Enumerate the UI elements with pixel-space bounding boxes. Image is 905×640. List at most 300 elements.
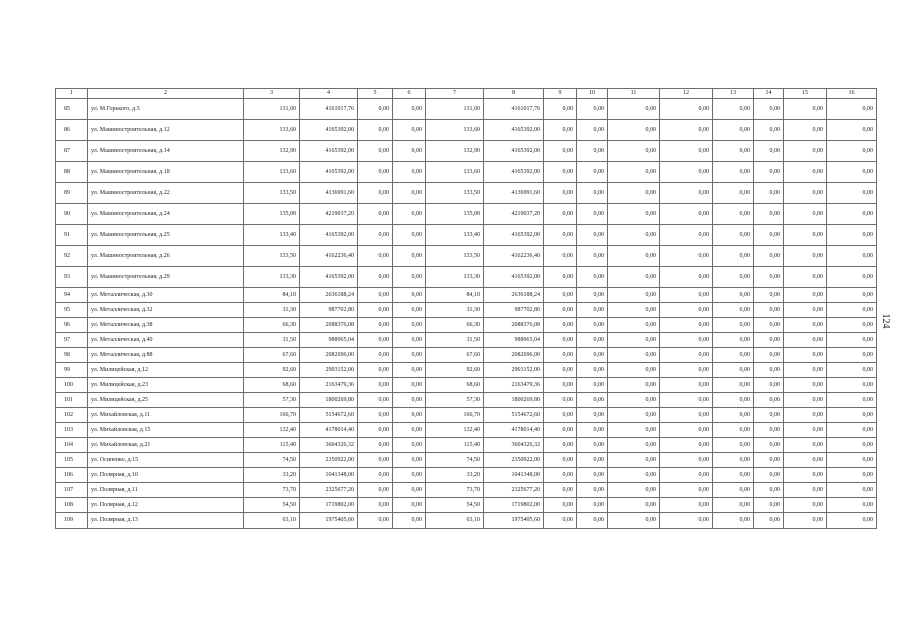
value-cell: 31,30 — [244, 303, 300, 318]
value-cell: 0,00 — [754, 183, 784, 204]
table-row — [56, 141, 877, 162]
table-row — [56, 162, 877, 183]
value-cell: 0,00 — [358, 348, 393, 363]
value-cell: 4165392,00 — [484, 225, 544, 246]
value-cell: 0,00 — [660, 378, 713, 393]
value-cell: 0,00 — [608, 513, 660, 529]
value-cell: 0,00 — [713, 303, 754, 318]
value-cell: 4219037,20 — [300, 204, 358, 225]
value-cell: 63,10 — [426, 513, 484, 529]
row-number-cell: 92 — [56, 246, 88, 267]
value-cell: 0,00 — [754, 438, 784, 453]
value-cell: 84,10 — [426, 288, 484, 303]
value-cell: 73,70 — [244, 483, 300, 498]
value-cell: 2163479,36 — [300, 378, 358, 393]
value-cell: 0,00 — [358, 378, 393, 393]
row-number-cell: 91 — [56, 225, 88, 246]
value-cell: 0,00 — [784, 498, 827, 513]
value-cell: 0,00 — [660, 363, 713, 378]
value-cell: 4178014,40 — [484, 423, 544, 438]
row-number-cell: 96 — [56, 318, 88, 333]
value-cell: 0,00 — [544, 378, 577, 393]
value-cell: 74,50 — [426, 453, 484, 468]
value-cell: 0,00 — [544, 423, 577, 438]
address-cell: ул. Полярная, д.11 — [88, 483, 244, 498]
value-cell: 0,00 — [713, 333, 754, 348]
address-cell: ул. Машиностроительная, д.12 — [88, 120, 244, 141]
value-cell: 0,00 — [544, 333, 577, 348]
value-cell: 0,00 — [608, 162, 660, 183]
value-cell: 0,00 — [660, 318, 713, 333]
value-cell: 0,00 — [754, 204, 784, 225]
value-cell: 0,00 — [577, 303, 608, 318]
column-number-cell: 10 — [577, 89, 608, 99]
value-cell: 0,00 — [784, 438, 827, 453]
value-cell: 0,00 — [660, 438, 713, 453]
value-cell: 0,00 — [660, 267, 713, 288]
value-cell: 0,00 — [544, 483, 577, 498]
value-cell: 133,60 — [244, 120, 300, 141]
value-cell: 0,00 — [827, 378, 877, 393]
value-cell: 0,00 — [393, 453, 426, 468]
value-cell: 0,00 — [577, 513, 608, 529]
value-cell: 0,00 — [784, 303, 827, 318]
row-number-cell: 93 — [56, 267, 88, 288]
table-row — [56, 483, 877, 498]
value-cell: 0,00 — [660, 393, 713, 408]
value-cell: 0,00 — [713, 423, 754, 438]
value-cell: 0,00 — [577, 393, 608, 408]
value-cell: 0,00 — [754, 333, 784, 348]
value-cell: 2325677,20 — [484, 483, 544, 498]
value-cell: 0,00 — [713, 498, 754, 513]
value-cell: 0,00 — [713, 453, 754, 468]
page-number: 124 — [880, 313, 891, 329]
value-cell: 0,00 — [754, 408, 784, 423]
value-cell: 31,50 — [244, 333, 300, 348]
value-cell: 0,00 — [577, 378, 608, 393]
value-cell: 2350922,00 — [484, 453, 544, 468]
value-cell: 0,00 — [577, 288, 608, 303]
value-cell: 133,40 — [426, 225, 484, 246]
table-row — [56, 498, 877, 513]
value-cell: 0,00 — [358, 483, 393, 498]
value-cell: 0,00 — [393, 333, 426, 348]
value-cell: 0,00 — [393, 267, 426, 288]
value-cell: 0,00 — [660, 348, 713, 363]
value-cell: 0,00 — [713, 438, 754, 453]
value-cell: 5154672,60 — [484, 408, 544, 423]
table-row — [56, 513, 877, 529]
address-cell: ул. Металлическая, д.88 — [88, 348, 244, 363]
value-cell: 0,00 — [713, 468, 754, 483]
column-number-cell: 12 — [660, 89, 713, 99]
value-cell: 0,00 — [754, 348, 784, 363]
address-cell: ул. Машиностроительная, д.18 — [88, 162, 244, 183]
value-cell: 0,00 — [608, 498, 660, 513]
address-cell: ул. Михайловская, д.15 — [88, 423, 244, 438]
value-cell: 0,00 — [358, 363, 393, 378]
value-cell: 1975405,60 — [484, 513, 544, 529]
value-cell: 0,00 — [608, 318, 660, 333]
value-cell: 2636188,24 — [484, 288, 544, 303]
table-row — [56, 393, 877, 408]
value-cell: 0,00 — [660, 204, 713, 225]
value-cell: 0,00 — [754, 423, 784, 438]
address-cell: ул. Милицейская, д.23 — [88, 378, 244, 393]
column-number-cell: 11 — [608, 89, 660, 99]
value-cell: 0,00 — [577, 267, 608, 288]
column-number-cell: 8 — [484, 89, 544, 99]
value-cell: 0,00 — [577, 438, 608, 453]
row-number-cell: 99 — [56, 363, 88, 378]
value-cell: 0,00 — [660, 513, 713, 529]
value-cell: 0,00 — [544, 246, 577, 267]
value-cell: 1041348,00 — [300, 468, 358, 483]
data-table — [55, 88, 877, 529]
value-cell: 0,00 — [358, 468, 393, 483]
row-number-cell: 85 — [56, 99, 88, 120]
value-cell: 57,30 — [244, 393, 300, 408]
value-cell: 0,00 — [358, 204, 393, 225]
value-cell: 0,00 — [754, 225, 784, 246]
value-cell: 0,00 — [660, 99, 713, 120]
value-cell: 0,00 — [660, 483, 713, 498]
table-row — [56, 288, 877, 303]
column-number-cell: 16 — [827, 89, 877, 99]
value-cell: 0,00 — [577, 333, 608, 348]
value-cell: 0,00 — [713, 141, 754, 162]
value-cell: 0,00 — [713, 162, 754, 183]
column-number-cell: 6 — [393, 89, 426, 99]
value-cell: 68,60 — [244, 378, 300, 393]
value-cell: 0,00 — [754, 483, 784, 498]
value-cell: 135,00 — [426, 204, 484, 225]
value-cell: 0,00 — [358, 141, 393, 162]
value-cell: 0,00 — [544, 141, 577, 162]
value-cell: 0,00 — [393, 378, 426, 393]
value-cell: 0,00 — [827, 162, 877, 183]
value-cell: 0,00 — [713, 204, 754, 225]
row-number-cell: 104 — [56, 438, 88, 453]
value-cell: 0,00 — [713, 225, 754, 246]
value-cell: 133,50 — [244, 246, 300, 267]
value-cell: 0,00 — [393, 288, 426, 303]
value-cell: 0,00 — [784, 453, 827, 468]
value-cell: 0,00 — [784, 378, 827, 393]
value-cell: 68,60 — [426, 378, 484, 393]
row-number-cell: 100 — [56, 378, 88, 393]
value-cell: 0,00 — [608, 246, 660, 267]
value-cell: 33,20 — [426, 468, 484, 483]
value-cell: 2088376,08 — [300, 318, 358, 333]
value-cell: 4165392,00 — [484, 120, 544, 141]
row-number-cell: 90 — [56, 204, 88, 225]
value-cell: 0,00 — [784, 183, 827, 204]
value-cell: 0,00 — [784, 120, 827, 141]
value-cell: 1041348,00 — [484, 468, 544, 483]
value-cell: 0,00 — [713, 99, 754, 120]
column-number-cell: 3 — [244, 89, 300, 99]
value-cell: 0,00 — [393, 225, 426, 246]
value-cell: 135,00 — [244, 204, 300, 225]
value-cell: 133,30 — [244, 267, 300, 288]
value-cell: 0,00 — [393, 120, 426, 141]
value-cell: 115,40 — [244, 438, 300, 453]
value-cell: 0,00 — [393, 438, 426, 453]
value-cell: 0,00 — [393, 423, 426, 438]
value-cell: 0,00 — [660, 333, 713, 348]
value-cell: 166,70 — [426, 408, 484, 423]
value-cell: 0,00 — [608, 363, 660, 378]
value-cell: 0,00 — [827, 141, 877, 162]
value-cell: 4165392,00 — [300, 162, 358, 183]
address-cell: ул. Металлическая, д.40 — [88, 333, 244, 348]
row-number-cell: 102 — [56, 408, 88, 423]
value-cell: 0,00 — [608, 423, 660, 438]
value-cell: 1719802,00 — [484, 498, 544, 513]
value-cell: 0,00 — [784, 513, 827, 529]
value-cell: 0,00 — [608, 99, 660, 120]
value-cell: 0,00 — [660, 468, 713, 483]
value-cell: 1800269,80 — [484, 393, 544, 408]
value-cell: 0,00 — [608, 267, 660, 288]
table-row — [56, 423, 877, 438]
value-cell: 0,00 — [827, 513, 877, 529]
value-cell: 0,00 — [827, 483, 877, 498]
value-cell: 0,00 — [393, 99, 426, 120]
value-cell: 3604326,32 — [300, 438, 358, 453]
value-cell: 0,00 — [358, 162, 393, 183]
value-cell: 0,00 — [393, 204, 426, 225]
value-cell: 0,00 — [393, 318, 426, 333]
value-cell: 0,00 — [577, 204, 608, 225]
value-cell: 0,00 — [784, 408, 827, 423]
value-cell: 4161017,76 — [300, 99, 358, 120]
value-cell: 2088376,08 — [484, 318, 544, 333]
value-cell: 0,00 — [713, 393, 754, 408]
value-cell: 0,00 — [660, 453, 713, 468]
row-number-cell: 97 — [56, 333, 88, 348]
address-cell: ул. Машиностроительная, д.22 — [88, 183, 244, 204]
value-cell: 0,00 — [608, 333, 660, 348]
value-cell: 0,00 — [577, 498, 608, 513]
value-cell: 0,00 — [544, 303, 577, 318]
value-cell: 54,50 — [426, 498, 484, 513]
row-number-cell: 94 — [56, 288, 88, 303]
address-cell: ул. Машиностроительная, д.29 — [88, 267, 244, 288]
value-cell: 63,10 — [244, 513, 300, 529]
value-cell: 133,50 — [244, 183, 300, 204]
value-cell: 67,60 — [426, 348, 484, 363]
table-row — [56, 267, 877, 288]
address-cell: ул. Осипенко, д.15 — [88, 453, 244, 468]
value-cell: 0,00 — [660, 423, 713, 438]
value-cell: 0,00 — [754, 468, 784, 483]
value-cell: 0,00 — [358, 438, 393, 453]
row-number-cell: 86 — [56, 120, 88, 141]
value-cell: 0,00 — [754, 318, 784, 333]
value-cell: 0,00 — [754, 99, 784, 120]
value-cell: 0,00 — [827, 453, 877, 468]
value-cell: 2636188,24 — [300, 288, 358, 303]
address-cell: ул. Машиностроительная, д.26 — [88, 246, 244, 267]
value-cell: 0,00 — [544, 204, 577, 225]
value-cell: 0,00 — [784, 333, 827, 348]
value-cell: 0,00 — [608, 303, 660, 318]
value-cell: 0,00 — [608, 393, 660, 408]
column-number-cell: 9 — [544, 89, 577, 99]
value-cell: 0,00 — [827, 318, 877, 333]
value-cell: 0,00 — [577, 120, 608, 141]
value-cell: 0,00 — [608, 483, 660, 498]
table-row — [56, 204, 877, 225]
value-cell: 133,50 — [426, 246, 484, 267]
value-cell: 1800269,80 — [300, 393, 358, 408]
address-cell: ул. Полярная, д.12 — [88, 498, 244, 513]
value-cell: 987702,80 — [484, 303, 544, 318]
value-cell: 0,00 — [544, 225, 577, 246]
value-cell: 0,00 — [713, 120, 754, 141]
value-cell: 4165392,00 — [300, 225, 358, 246]
value-cell: 4165392,00 — [300, 141, 358, 162]
value-cell: 0,00 — [608, 288, 660, 303]
value-cell: 0,00 — [827, 393, 877, 408]
value-cell: 0,00 — [754, 303, 784, 318]
value-cell: 0,00 — [393, 498, 426, 513]
value-cell: 0,00 — [754, 267, 784, 288]
value-cell: 0,00 — [544, 120, 577, 141]
value-cell: 0,00 — [784, 141, 827, 162]
value-cell: 0,00 — [827, 225, 877, 246]
value-cell: 988965,04 — [484, 333, 544, 348]
value-cell: 0,00 — [784, 225, 827, 246]
address-cell: ул. Полярная, д.13 — [88, 513, 244, 529]
value-cell: 0,00 — [827, 120, 877, 141]
address-cell: ул. Машиностроительная, д.24 — [88, 204, 244, 225]
table-row — [56, 333, 877, 348]
value-cell: 132,40 — [244, 423, 300, 438]
row-number-cell: 87 — [56, 141, 88, 162]
value-cell: 0,00 — [608, 438, 660, 453]
value-cell: 0,00 — [754, 363, 784, 378]
value-cell: 4136991,60 — [300, 183, 358, 204]
table-row — [56, 246, 877, 267]
value-cell: 0,00 — [827, 303, 877, 318]
value-cell: 2903152,00 — [484, 363, 544, 378]
value-cell: 4162236,40 — [300, 246, 358, 267]
value-cell: 0,00 — [754, 498, 784, 513]
value-cell: 0,00 — [544, 453, 577, 468]
value-cell: 33,20 — [244, 468, 300, 483]
value-cell: 0,00 — [660, 120, 713, 141]
value-cell: 0,00 — [713, 288, 754, 303]
value-cell: 0,00 — [754, 393, 784, 408]
value-cell: 0,00 — [358, 225, 393, 246]
value-cell: 0,00 — [358, 99, 393, 120]
table-row — [56, 318, 877, 333]
value-cell: 4165392,00 — [484, 141, 544, 162]
value-cell: 0,00 — [577, 423, 608, 438]
value-cell: 0,00 — [358, 453, 393, 468]
value-cell: 0,00 — [754, 162, 784, 183]
value-cell: 133,30 — [426, 267, 484, 288]
value-cell: 0,00 — [577, 162, 608, 183]
value-cell: 0,00 — [358, 303, 393, 318]
value-cell: 0,00 — [784, 483, 827, 498]
value-cell: 133,40 — [244, 225, 300, 246]
table-row — [56, 303, 877, 318]
value-cell: 0,00 — [358, 120, 393, 141]
value-cell: 0,00 — [544, 267, 577, 288]
value-cell: 0,00 — [544, 288, 577, 303]
value-cell: 0,00 — [358, 393, 393, 408]
value-cell: 0,00 — [784, 99, 827, 120]
value-cell: 0,00 — [544, 183, 577, 204]
value-cell: 0,00 — [713, 246, 754, 267]
value-cell: 0,00 — [754, 513, 784, 529]
value-cell: 67,60 — [244, 348, 300, 363]
column-number-cell: 2 — [88, 89, 244, 99]
value-cell: 0,00 — [358, 267, 393, 288]
table-row — [56, 183, 877, 204]
column-number-cell: 1 — [56, 89, 88, 99]
value-cell: 0,00 — [544, 393, 577, 408]
row-number-cell: 98 — [56, 348, 88, 363]
table-row — [56, 120, 877, 141]
value-cell: 0,00 — [544, 99, 577, 120]
value-cell: 0,00 — [608, 348, 660, 363]
value-cell: 0,00 — [358, 333, 393, 348]
value-cell: 0,00 — [827, 498, 877, 513]
value-cell: 54,50 — [244, 498, 300, 513]
value-cell: 0,00 — [754, 120, 784, 141]
value-cell: 0,00 — [827, 99, 877, 120]
value-cell: 0,00 — [544, 162, 577, 183]
value-cell: 0,00 — [660, 246, 713, 267]
value-cell: 0,00 — [784, 468, 827, 483]
table-header-row — [56, 89, 877, 99]
column-number-cell: 13 — [713, 89, 754, 99]
value-cell: 0,00 — [358, 246, 393, 267]
row-number-cell: 107 — [56, 483, 88, 498]
value-cell: 0,00 — [713, 363, 754, 378]
value-cell: 988965,04 — [300, 333, 358, 348]
table-row — [56, 408, 877, 423]
value-cell: 133,50 — [426, 183, 484, 204]
value-cell: 0,00 — [713, 348, 754, 363]
value-cell: 0,00 — [393, 183, 426, 204]
value-cell: 0,00 — [754, 246, 784, 267]
value-cell: 0,00 — [827, 183, 877, 204]
value-cell: 0,00 — [577, 183, 608, 204]
value-cell: 0,00 — [577, 363, 608, 378]
value-cell: 0,00 — [393, 348, 426, 363]
value-cell: 0,00 — [393, 141, 426, 162]
value-cell: 1975405,60 — [300, 513, 358, 529]
value-cell: 0,00 — [544, 408, 577, 423]
value-cell: 0,00 — [660, 162, 713, 183]
value-cell: 4178014,40 — [300, 423, 358, 438]
row-number-cell: 89 — [56, 183, 88, 204]
value-cell: 0,00 — [713, 267, 754, 288]
value-cell: 0,00 — [608, 204, 660, 225]
value-cell: 31,30 — [426, 303, 484, 318]
value-cell: 2325677,20 — [300, 483, 358, 498]
table-row — [56, 363, 877, 378]
value-cell: 131,00 — [426, 99, 484, 120]
address-cell: ул. Металлическая, д.38 — [88, 318, 244, 333]
